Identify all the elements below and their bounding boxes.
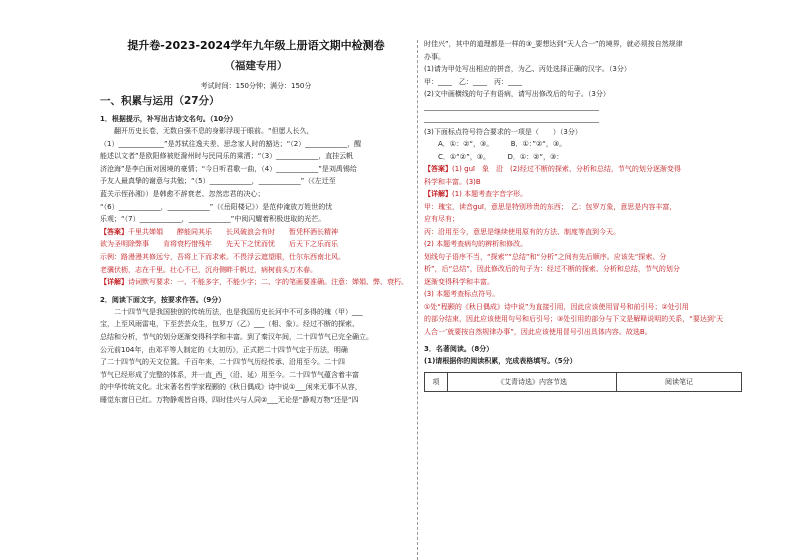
question-2-line: 睡觉东窗日已红。万物静观皆自得，四时佳兴与人同②___无论是“静观万物”还是“四 <box>100 395 359 404</box>
explain-label: 【详解】 <box>100 278 128 287</box>
fill-blanks: 甲：____ 乙：____ 丙：____ <box>424 77 522 86</box>
options-line: A．①：②“，③。 B．①：”②“，③。 <box>438 140 567 148</box>
answer-line <box>424 163 742 176</box>
exam-info: 考试时间：150分钟；满分：150分 <box>200 82 312 90</box>
section-heading: 一、积累与运用（27分） <box>100 95 220 107</box>
answer-label: 【答案】 <box>424 165 452 173</box>
explain-line: 应有尽有； <box>424 215 459 223</box>
subquestion: (1)请根据你的阅读积累，完成表格填写。（5分） <box>424 357 577 365</box>
answer-label: 【答案】 <box>100 227 128 236</box>
answer-line: 示例：路漫漫其修远兮，吾将上下而求索。不畏浮云遮望眼，仕尔东西南北风。 <box>100 252 345 261</box>
question-2-line: 宝，上至风雨雷电，下至芸芸众生，包罗万（乙）___（相、象）。经过不断的探索、 <box>100 320 359 329</box>
explain-text: 诗词默写要求：一、不能多字，不能少字；二、字的笔画要准确。注意：婵娟、弊、衰朽。 <box>128 278 408 287</box>
question-3-heading: 3．名著阅读。（8分） <box>424 345 494 353</box>
question-2-line: 二十四节气是我国独创的传统历法，也是我国历史长河中不可多得的瑰（甲）___ <box>114 307 363 316</box>
explain-line: 丙：沿用至今，意思是继续使用原有的方法、制度等直到今天。 <box>424 227 620 236</box>
page-subtitle: （福建专用） <box>224 60 288 72</box>
options-line: C．①“②”，③。 D．①：②“，③： <box>438 152 564 161</box>
question-1-line: 能述以文者”是欧阳修被贬滁州时与民同乐的乘洒；“（3）____________，直挂云帆 <box>100 152 354 161</box>
explain-line: 逐渐变得科学和丰富。 <box>424 277 494 286</box>
explain-text: (1) 本题考查字音字形。 <box>452 190 528 198</box>
question-1-heading: 1．根据提示，补写出古诗文名句。（10分） <box>100 115 238 123</box>
reading-table <box>424 372 742 392</box>
explain-line <box>100 276 412 289</box>
question-2-line: 公元前104年，由邓平等人制定的《太初历》，正式把二十四节气定于历法，明确 <box>100 345 348 354</box>
question-2-heading: 2．阅读下面文字，按要求作答。（9分） <box>100 295 226 304</box>
explain-line: 的部分结束，因此应该使用句号和后引号；③处引用的部分与下文是解释说明的关系，“要达到‘天 <box>424 315 724 323</box>
answer-line: 老骥伏枥，志在千里。壮心不已，沉舟侧畔千帆过，病树前头万木春。 <box>100 265 317 274</box>
question-1-line: 济沧海”是李白面对困境的豪情；“今日听君歌一曲，（4）____________”是刘禹锡给 <box>100 164 357 173</box>
column-divider <box>417 40 418 560</box>
subquestion: (1)请为甲处写出相应的拼音，为乙、丙处选择正确的汉字。（3分） <box>424 65 631 73</box>
question-1-line: 蓝关示侄孙湘》）是韩愈不辞衰老、忽然忠君的决心； <box>100 189 265 198</box>
question-2-line: 总结和分析，节气的划分逐渐变得科学和丰富。到了秦汉年间，二十四节气已完全确立。 <box>100 332 373 341</box>
answer-line: 科学和丰富。(3)B <box>424 177 481 186</box>
answer-line: 欲为圣明除弊事 肯将衰朽惜残年 先天下之忧而忧 后天下之乐而乐 <box>100 240 338 249</box>
question-1-line: 予友人最真挚的谢意与共勉；“（5）____________，____________”（《左迁至 <box>100 177 336 186</box>
explain-line: 人合一’就要按自然规律办事”，因此应该使用冒号引出具体内容。故选B。 <box>424 327 652 336</box>
table-header-cell: 项 <box>425 372 448 391</box>
table-header-cell: 《艾青诗选》内容节选 <box>448 372 617 391</box>
left-column <box>100 38 412 406</box>
answer-blank-line: __________________________________________________ <box>424 115 599 123</box>
question-2-line: 时佳兴”，其中的道理都是一样的③_要想达到“天人合一”的境界，就必须按自然规律 <box>424 40 683 48</box>
answer-text: (1) guī 象 沿 (2)经过不断的探索、分析和总结，节气的划分逐渐变得 <box>452 165 681 173</box>
answer-blank-line: __________________________________________________ <box>424 102 599 111</box>
question-2-line: 了二十四节气的天文位置。千百年来，二十四节气历经传承、沿用至今。二十四 <box>100 358 345 367</box>
question-1-line: “（6）____________，____________”（《岳阳楼记》）是范仲淹放万姓世的忧 <box>100 202 333 211</box>
right-column <box>424 38 742 392</box>
subquestion: (2)文中画横线的句子有语病，请写出修改后的句子。（3分） <box>424 90 610 98</box>
explain-line: (2) 本题考查病句的辨析和修改。 <box>424 240 528 248</box>
explain-line: 析”，后“总结”，因此修改后的句子为：经过不断的探索、分析和总结，节气的划分 <box>424 265 680 273</box>
subquestion: (3)下面标点符号符合要求的一项是（ ）（3分） <box>424 127 582 136</box>
table-header-cell: 阅读笔记 <box>617 372 742 391</box>
explain-line: 划线句子语序不当，“探索”“总结”和“分析”之间有先后顺序。应该先“探索、分 <box>424 252 667 261</box>
explain-label: 【详解】 <box>424 190 452 198</box>
page-title: 提升卷-2023-2024学年九年级上册语文期中检测卷 <box>127 39 385 52</box>
answer-line <box>100 226 412 239</box>
answer-text: 千里共婵娟 醉能同其乐 长风破浪会有时 暂凭杯酒长精神 <box>128 227 338 236</box>
question-2-line: 的中华传统文化。北宋著名哲学家程颢的《秋日偶成》诗中说①___闲来无事不从容， <box>100 383 362 392</box>
question-2-line: 办事。 <box>424 52 445 61</box>
question-1-line: （1）_____________”是苏轼往逸夫差、思念家人时的豁达；“（2）____________，醒 <box>100 139 362 148</box>
explain-line: 甲：瑰宝，读音guī，意思是特别珍贵的东西； 乙：包罗万象，意思是内容丰富， <box>424 202 677 211</box>
explain-line: (3) 本题考查标点符号。 <box>424 290 500 298</box>
question-1-line: 乐观；“（7）____________，____________”中阅闪耀着积极进取的光芒。 <box>100 215 326 224</box>
question-1-line: 翻开历史长卷，无数自强不息的身影浮现于眼前。“但愿人长久， <box>114 127 314 135</box>
explain-line: ①处“程颢的《秋日偶成》诗中说”为直接引用，因此应该使用冒号和前引号；②处引用 <box>424 302 689 311</box>
question-2-line: 节气已经形成了完整的体系，并一直_西_（沿、延）用至今。二十四节气蕴含着丰富 <box>100 370 359 379</box>
explain-line <box>424 188 742 201</box>
